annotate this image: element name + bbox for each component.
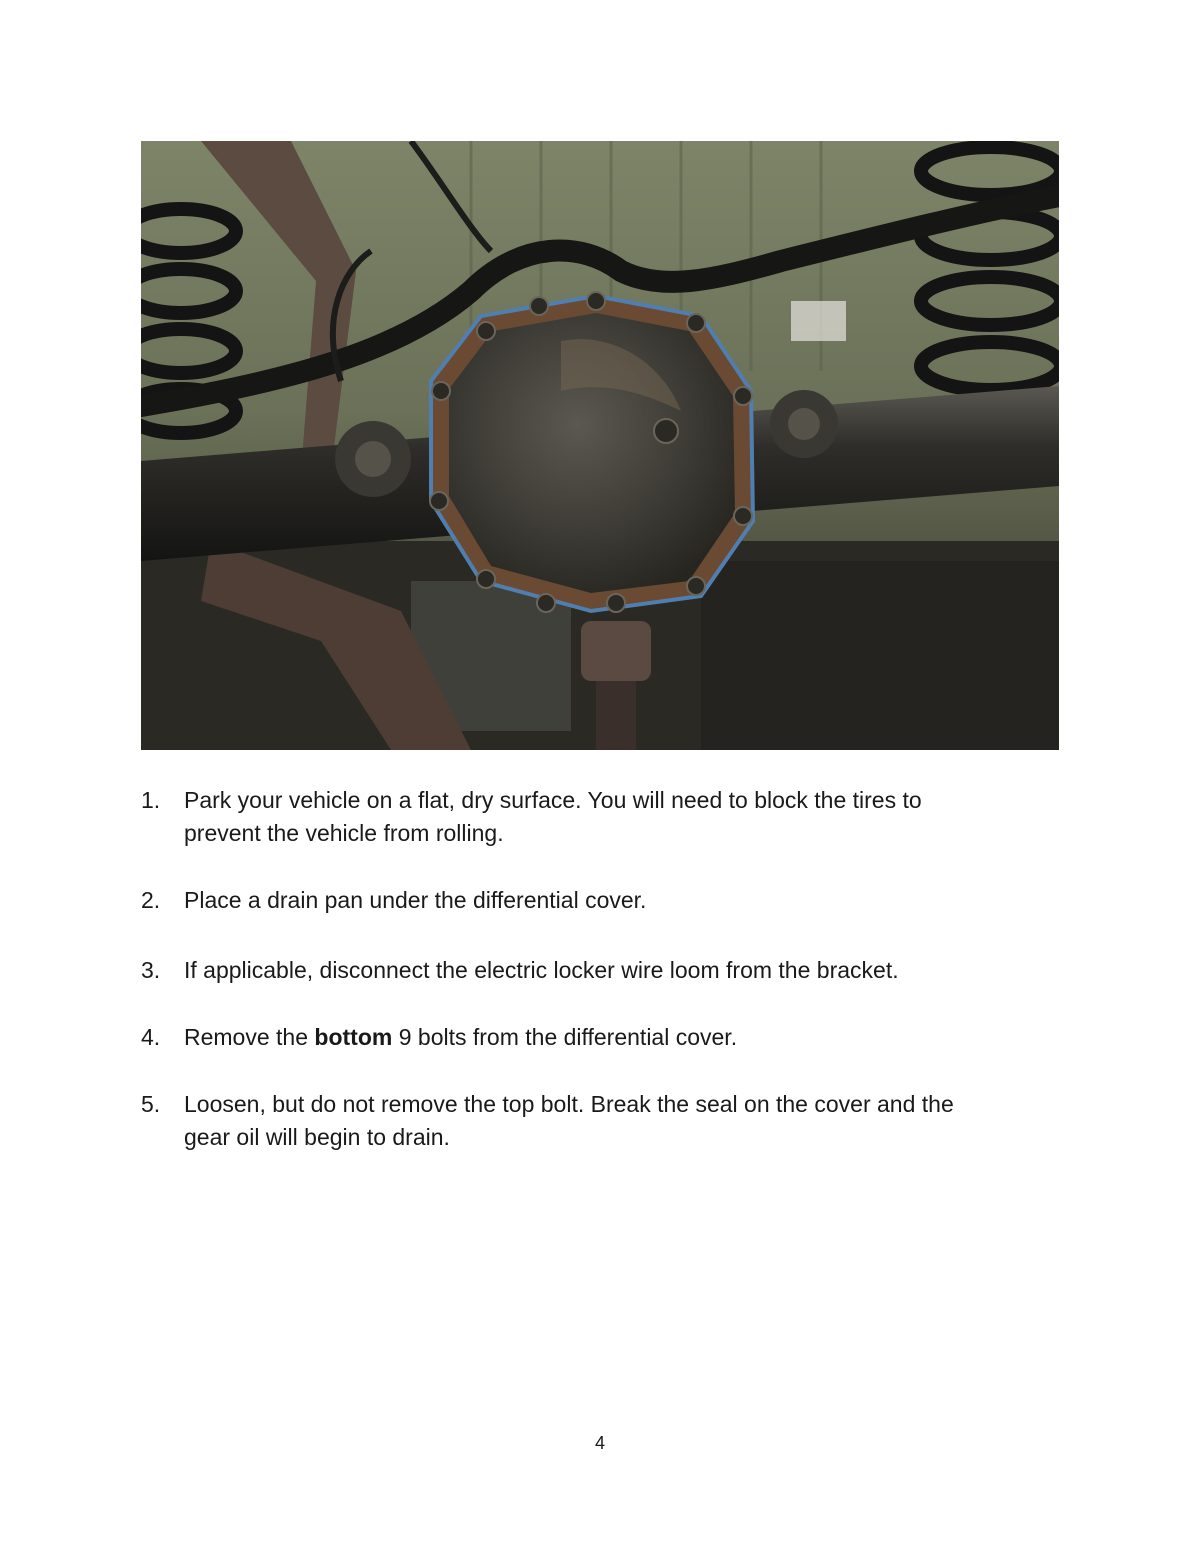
step-4 — [141, 1021, 1059, 1054]
step-text: Place a drain pan under the differential cover. — [184, 887, 647, 913]
step-1 — [141, 784, 1059, 850]
step-3 — [141, 954, 1059, 987]
step-text-line: prevent the vehicle from rolling. — [184, 820, 504, 846]
step-text-line: Park your vehicle on a flat, dry surface. You will need to block the tires to — [184, 787, 922, 813]
step-text-line: Loosen, but do not remove the top bolt. Break the seal on the cover and the — [184, 1091, 954, 1117]
step-text: If applicable, disconnect the electric locker wire loom from the bracket. — [184, 957, 899, 983]
step-number: 1. — [141, 787, 161, 813]
step-number: 5. — [141, 1091, 161, 1117]
differential-photo — [141, 141, 1059, 750]
step-number: 4. — [141, 1024, 161, 1050]
step-text-after: 9 bolts from the differential cover. — [392, 1024, 738, 1050]
step-number: 2. — [141, 887, 161, 913]
instruction-steps — [141, 784, 1059, 1154]
step-text-bold: bottom — [314, 1024, 393, 1050]
step-number: 3. — [141, 957, 161, 983]
step-text-line: gear oil will begin to drain. — [184, 1124, 450, 1150]
step-5 — [141, 1088, 1059, 1154]
step-2 — [141, 884, 1059, 917]
page-number: 4 — [594, 1433, 605, 1453]
step-text-before: Remove the — [184, 1024, 315, 1050]
